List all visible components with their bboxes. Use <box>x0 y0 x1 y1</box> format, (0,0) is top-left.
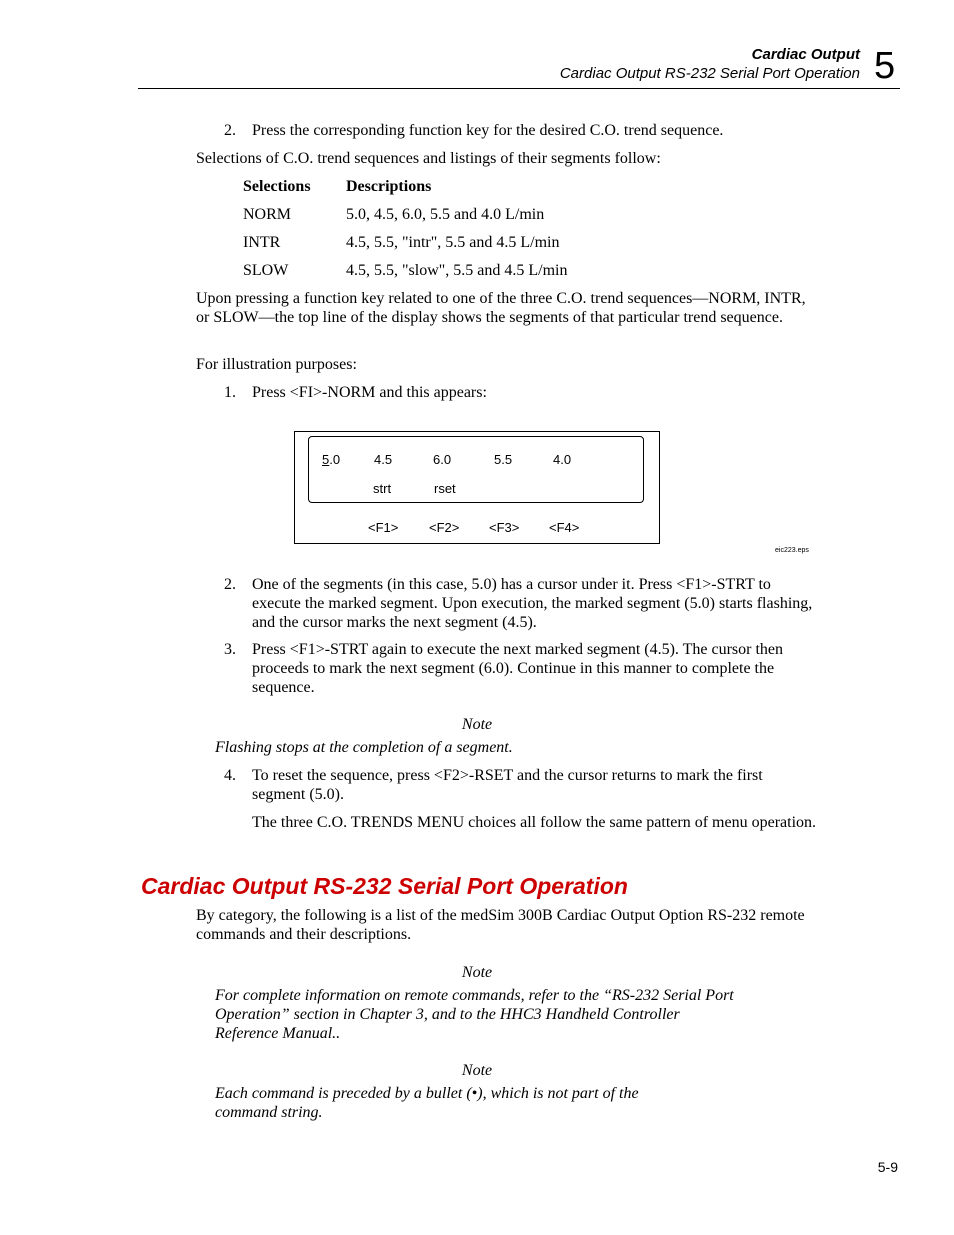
step-number: 3. <box>224 641 236 658</box>
display-segment: 5.5 <box>494 452 513 467</box>
chapter-number: 5 <box>874 45 896 87</box>
step-continuation: The three C.O. TRENDS MENU choices all follow the same pattern of menu operation. <box>252 814 817 831</box>
display-label-rset: rset <box>434 481 456 496</box>
table-cell-selection: SLOW <box>243 262 289 279</box>
note-heading: Note <box>461 1062 493 1079</box>
page-number: 5-9 <box>877 1159 898 1175</box>
step-number: 2. <box>224 576 236 593</box>
step-text: Press the corresponding function key for the desired C.O. trend sequence. <box>252 122 724 139</box>
step-text: To reset the sequence, press <F2>-RSET and the cursor returns to mark the first segment (5.0). <box>252 767 763 803</box>
note-text: Each command is preceded by a bullet (•), which is not part of the command string. <box>215 1085 639 1121</box>
table-cell-selection: NORM <box>243 206 292 223</box>
table-cell-selection: INTR <box>243 234 281 251</box>
header-rule <box>138 88 900 89</box>
paragraph-illustration: For illustration purposes: <box>196 356 357 373</box>
step-number: 1. <box>224 384 236 401</box>
table-header-selections: Selections <box>243 178 311 195</box>
section-intro: By category, the following is a list of the medSim 300B Cardiac Output Option RS-232 remote commands and their descriptions. <box>196 907 805 943</box>
function-key-f4: <F4> <box>549 520 580 535</box>
note-text: For complete information on remote commands, refer to the “RS-232 Serial Port Operation” section in Chapter 3, and to the HHC3 Handheld Controller Reference Manual.. <box>215 987 734 1042</box>
display-segment: 4.5 <box>374 452 393 467</box>
step-text: Press <FI>-NORM and this appears: <box>252 384 487 401</box>
table-cell-description: 4.5, 5.5, "intr", 5.5 and 4.5 L/min <box>346 234 560 251</box>
intro-paragraph: Selections of C.O. trend sequences and listings of their segments follow: <box>196 150 661 167</box>
step-text: One of the segments (in this case, 5.0) has a cursor under it. Press <F1>-STRT to execute the marked segment. Upon execution, the marked segment (5.0) starts flashing, and the cursor marks the next segment (4.5). <box>252 576 813 631</box>
step-number: 2. <box>224 122 236 139</box>
display-segment: 6.0 <box>433 452 452 467</box>
running-header-title: Cardiac Output <box>751 46 860 63</box>
note-heading: Note <box>461 964 493 981</box>
display-label-strt: strt <box>373 481 392 496</box>
function-key-f3: <F3> <box>489 520 520 535</box>
display-segment-rest: .0 <box>329 452 341 467</box>
figure-label: eic223.eps <box>775 547 809 554</box>
table-cell-description: 4.5, 5.5, "slow", 5.5 and 4.5 L/min <box>346 262 568 279</box>
running-header-subtitle: Cardiac Output RS-232 Serial Port Operation <box>559 65 860 82</box>
display-segment-first <box>322 452 340 467</box>
section-heading: Cardiac Output RS-232 Serial Port Operation <box>141 873 628 899</box>
function-key-f1: <F1> <box>368 520 399 535</box>
display-screen <box>308 436 644 503</box>
step-text: Press <F1>-STRT again to execute the next marked segment (4.5). The cursor then proceeds to mark the next segment (6.0). Continue in this manner to complete the sequence. <box>252 641 784 696</box>
function-key-f2: <F2> <box>429 520 460 535</box>
note-heading: Note <box>461 716 493 733</box>
step-number: 4. <box>224 767 236 784</box>
display-cursor: 5 <box>322 452 330 467</box>
display-segment: 4.0 <box>553 452 572 467</box>
paragraph-upon-pressing: Upon pressing a function key related to one of the three C.O. trend sequences—NORM, INTR, or SLOW—the top line of the display shows the segments of that particular trend sequence. <box>196 290 806 326</box>
table-header-descriptions: Descriptions <box>346 178 432 195</box>
note-text: Flashing stops at the completion of a segment. <box>215 739 513 756</box>
table-cell-description: 5.0, 4.5, 6.0, 5.5 and 4.0 L/min <box>346 206 545 223</box>
